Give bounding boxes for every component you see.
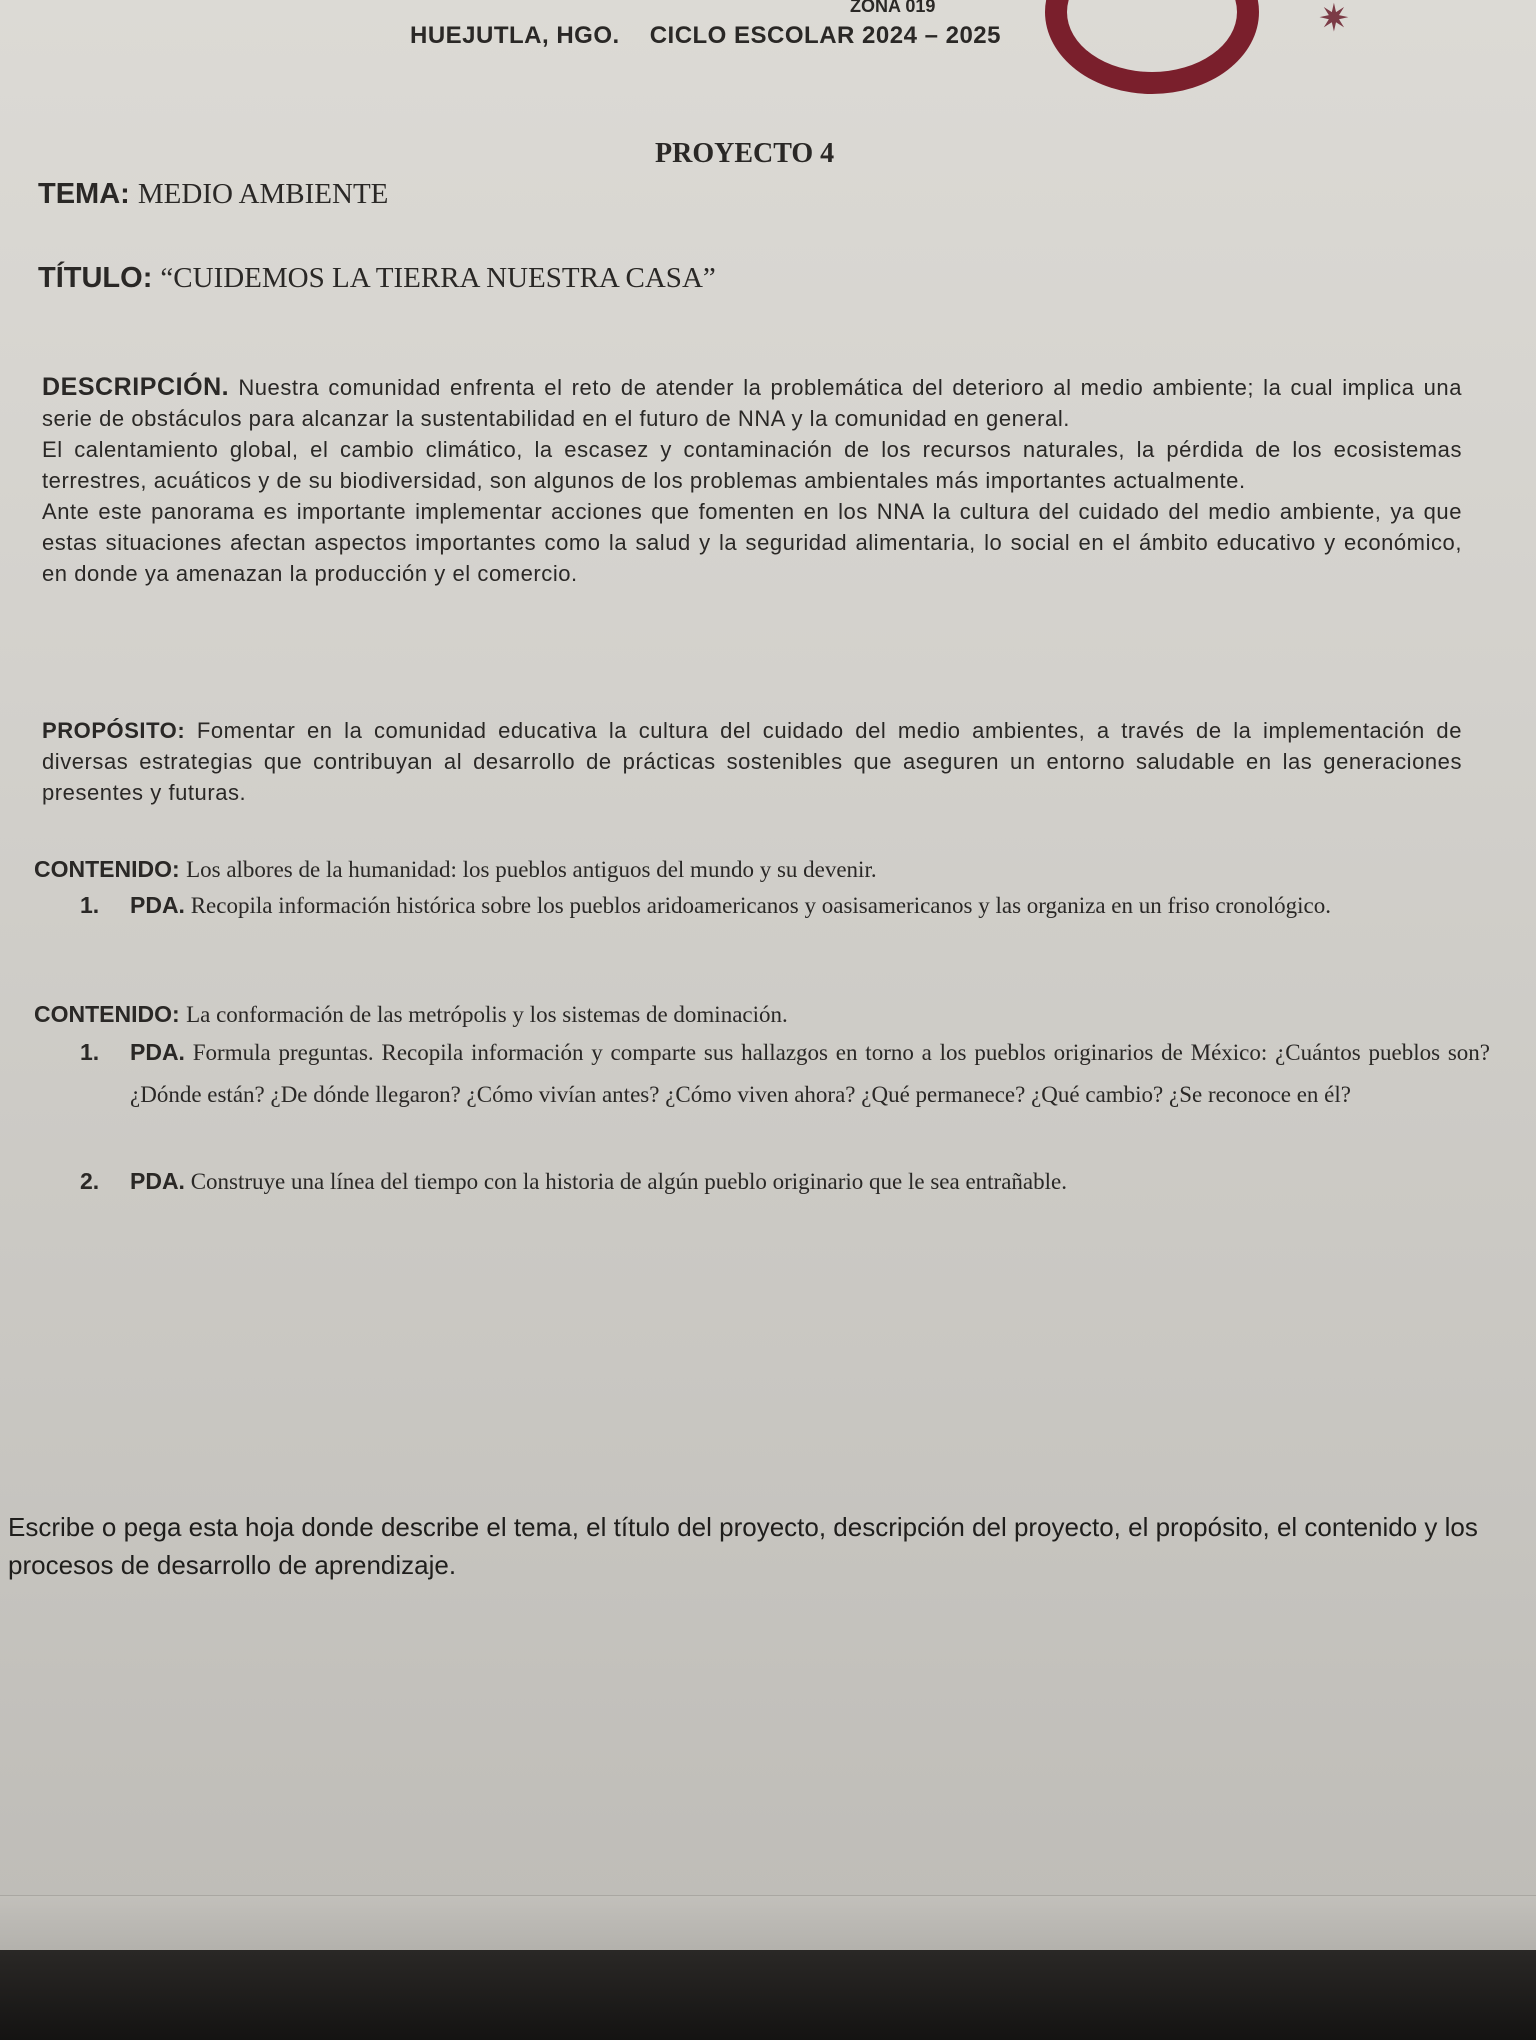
tema-label: TEMA: (38, 178, 130, 210)
location-text: HUEJUTLA, HGO. (410, 22, 620, 49)
zone-label: ZONA 019 (850, 0, 936, 16)
contenido-2-heading (34, 997, 1474, 1032)
contenido-2-text: La conformación de las metrópolis y los sistemas de dominación. (186, 1002, 788, 1027)
pda-text: Construye una línea del tiempo con la historia de algún pueblo originario que le sea entrañable. (190, 1169, 1067, 1194)
proposito-text: Fomentar en la comunidad educativa la cultura del cuidado del medio ambientes, a través de la implementación de diversas estrategias que contribuyan al desarrollo de prácticas sostenibles que aseguren un entorno saludable en las generaciones presentes y futuras. (42, 718, 1462, 805)
pda-item (80, 1160, 1490, 1203)
titulo-line (38, 262, 716, 295)
tema-value: MEDIO AMBIENTE (137, 178, 389, 210)
paper-fold (0, 1895, 1536, 1950)
pda-number: 2. (80, 1168, 100, 1194)
descripcion-section (42, 372, 1462, 589)
pda-text: Recopila información histórica sobre los pueblos aridoamericanos y oasisamericanos y las organiza en un friso cronológico. (190, 893, 1331, 918)
contenido-1-heading (34, 852, 1474, 887)
footer-instruction: Escribe o pega esta hoja donde describe el tema, el título del proyecto, descripción del proyecto, el propósito, el contenido y los procesos de desarrollo de aprendizaje. (8, 1512, 1478, 1580)
titulo-value: “CUIDEMOS LA TIERRA NUESTRA CASA” (160, 262, 716, 294)
descripcion-paragraph-1 (42, 372, 1462, 434)
school-year-text: CICLO ESCOLAR 2024 – 2025 (649, 22, 1001, 49)
descripcion-paragraph-2: El calentamiento global, el cambio climático, la escasez y contaminación de los recursos naturales, la pérdida de los ecosistemas terrestres, acuáticos y de su biodiversidad, son algunos de los problemas ambientales más importantes actualmente. (42, 437, 1462, 493)
background-surface (0, 1950, 1536, 2040)
descripcion-paragraph-3: Ante este panorama es importante implementar acciones que fomenten en los NNA la cultura del cuidado del medio ambiente, ya que estas situaciones afectan aspectos importantes como la salud y la seguridad alimentaria, lo social en el ámbito educativo y económico, en donde ya amenazan la producción y el comercio. (42, 499, 1462, 586)
contenido-2-label: CONTENIDO: (34, 1001, 180, 1027)
descripcion-label: DESCRIPCIÓN. (42, 373, 230, 401)
document-header (410, 22, 1001, 50)
proposito-label: PROPÓSITO: (42, 718, 186, 743)
contenido-1-text: Los albores de la humanidad: los pueblos antiguos del mundo y su devenir. (186, 857, 877, 882)
contenido-1-label: CONTENIDO: (34, 856, 180, 882)
tema-line (38, 178, 388, 211)
pda-number: 1. (80, 1039, 100, 1065)
project-number: PROYECTO 4 (655, 138, 835, 169)
pda-label: PDA. (130, 1039, 185, 1065)
pda-item (80, 1031, 1491, 1116)
pda-text: Formula preguntas. Recopila información y comparte sus hallazgos en torno a los pueblos originarios de México: ¿Cuántos pueblos son? ¿Dónde están? ¿De dónde llegaron? ¿Cómo vivían antes? ¿Cómo viven ahora? ¿Qué permanece? ¿Qué cambio? ¿Se reconoce en él? (130, 1040, 1491, 1107)
pda-number: 1. (80, 892, 100, 918)
descripcion-text-1: Nuestra comunidad enfrenta el reto de atender la problemática del deterioro al medio ambiente; la cual implica una serie de obstáculos para alcanzar la sustentabilidad en el futuro de NNA y la comunidad en general. (42, 375, 1462, 431)
pda-label: PDA. (130, 892, 185, 918)
titulo-label: TÍTULO: (38, 262, 153, 294)
star-ornament-icon: ✷ (1318, 0, 1350, 40)
pda-item (80, 884, 1480, 927)
decorative-emblem (1045, 0, 1259, 94)
proposito-section (42, 715, 1462, 808)
pda-label: PDA. (130, 1168, 185, 1194)
